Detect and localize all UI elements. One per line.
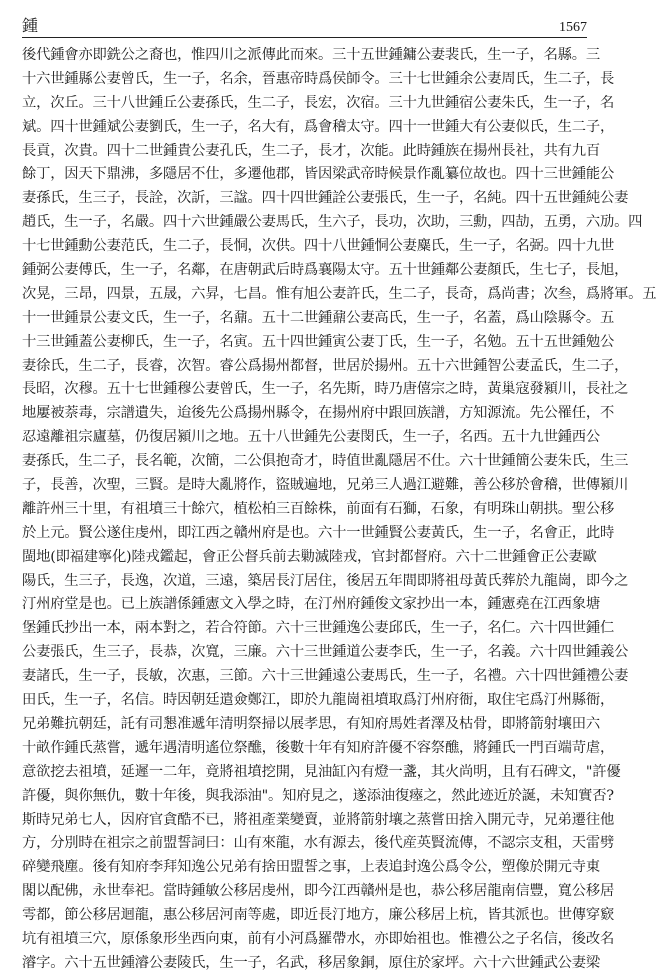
page-number: 1567 bbox=[559, 20, 587, 35]
text-line: 次晃，三昂，四景，五晟，六昇，七昌。惟有旭公妻許氏，生二子，長奇，爲尚書；次叁，爲將軍。五 bbox=[22, 285, 656, 302]
text-line: 斯時兄弟七人，因府官貪酷不已，將祖產業變賣，並將箭射壤之蒸嘗田捨入開元寺，兄弟遷往他 bbox=[22, 811, 615, 828]
text-line: 雩都，節公移居迴龍，惠公移居河南等處，即近長汀地方，廉公移居上杭，皆其派也。世傳穿窽 bbox=[22, 907, 615, 924]
text-line: 堡鍾氏抄出一本，兩本對之，若合符節。六十三世鍾逸公妻邱氏，生一子，名仁。六十四世鍾仁 bbox=[22, 620, 615, 637]
text-line: 濬字。六十五世鍾濬公妻陵氏，生一子，名武，移居象銅，原住於家坪。六十六世鍾武公妻梁 bbox=[22, 954, 600, 971]
text-line: 十三世鍾蓋公妻柳氏，生一子，名寅。五十四世鍾寅公妻丁氏，生一子，名勉。五十五世鍾勉公 bbox=[22, 333, 615, 350]
text-line: 忍遠離祖宗廬墓，仍復居潁川之地。五十八世鍾先公妻閔氏，生一子，名西。五十九世鍾西公 bbox=[22, 429, 600, 446]
body-text bbox=[22, 44, 656, 976]
text-line: 妻徐氏，生二子，長睿，次智。睿公爲揚州都督，世居於揚州。五十六世鍾智公妻孟氏，生二子， bbox=[22, 357, 629, 374]
text-line: 立，次丘。三十八世鍾丘公妻孫氏，生二子，長宏，次宿。三十九世鍾宿公妻朱氏，生一子，名 bbox=[22, 94, 615, 111]
text-line: 公妻張氏，生三子，長恭，次寬，三廉。六十三世鍾道公妻李氏，生一子，名義。六十四世鍾義公 bbox=[22, 644, 629, 661]
text-line: 閣以配佛，永世奉祀。當時鍾敏公移居虔州，即今江西贛州是也，恭公移居龍南信豐，寬公移居 bbox=[22, 883, 615, 900]
text-line: 妻孫氏，生二子，長名範，次簡，二公俱抱奇才，時值世亂隱居不仕。六十世鍾簡公妻朱氏，生三 bbox=[22, 453, 629, 470]
text-line: 地屢被萘毒，宗譜遺失，迨後先公爲揚州縣令，在揚州府中跟回族譜，方知源流。先公罹任，不 bbox=[22, 405, 615, 422]
text-line: 妻諸氏，生一子，長敏，次惠，三節。六十三世鍾遠公妻馬氏，生一子，名禮。六十四世鍾禮公妻 bbox=[22, 668, 629, 685]
text-line: 方，分別時在祖宗之前盟誓詞曰：山有來龍，水有源去，後代産英賢流傳，不認宗支租，天雷劈 bbox=[22, 835, 615, 852]
text-line: 碎變飛塵。後有知府李拜知逸公兄弟有捨田盟誓之事，上表追封逸公爲令公，塑像於開元寺東 bbox=[22, 859, 600, 876]
text-line: 離許州三十里，有祖墳三十餘穴，植松柏三百餘株，前面有石獅，石象，有明珠山朝拱。聖公移 bbox=[22, 500, 615, 517]
text-line: 許優，與你無仇，數十年後，與我添油"。知府見之，遂添油復瘞之，然此迹近於誕，未知實否? bbox=[22, 787, 614, 804]
text-line: 妻孫氏，生三子，長詮，次訢，三諡。四十四世鍾詮公妻張氏，生一子，名純。四十五世鍾純公妻 bbox=[22, 190, 629, 207]
text-line: 長貢，次貴。四十二世鍾貴公妻孔氏，生二子，長才，次能。此時鍾族在揚州長社，共有九百 bbox=[22, 142, 600, 159]
header-rule bbox=[22, 37, 587, 38]
text-line: 十一世鍾景公妻文氏，生一子，名鼐。五十二世鍾鼐公妻高氏，生一子，名蓋，爲山陰縣令。五 bbox=[22, 309, 615, 326]
text-line: 子，長善，次聖，三賢。是時大亂將作，盜賊遍地，兄弟三人過江避難，善公移於會稽，世傳潁川 bbox=[22, 477, 629, 494]
text-line: 十畝作鍾氏蒸嘗，遞年遇清明遙位祭醮，後數十年有知府許優不容祭醮，將鍾氏一門百端苛虐， bbox=[22, 739, 615, 756]
text-line: 十七世鍾勳公妻范氏，生二子，長恫，次供。四十八世鍾恫公妻麋氏，生一子，名弼。四十九世 bbox=[22, 238, 615, 255]
text-line: 十六世鍾縣公妻曾氏，生一子，名余，晉惠帝時爲侯師令。三十七世鍾余公妻周氏，生二子，長 bbox=[22, 70, 615, 87]
text-line: 閩地(即福建寧化)陸戎鑑起，會正公督兵前去勦滅陸戎，官封都督府。六十二世鍾會正公妻歐 bbox=[22, 548, 597, 565]
text-line: 趙氏，生一子，名嚴。四十六世鍾嚴公妻馬氏，生六子，長功，次助，三勳，四劼，五勇，六劢。四 bbox=[22, 214, 643, 231]
text-line: 後代鍾會亦即銑公之裔也，惟四川之派傳此而來。三十五世鍾鏞公妻裴氏，生一子，名縣。三 bbox=[22, 47, 600, 63]
running-header bbox=[22, 10, 587, 36]
text-line: 斌。四十世鍾斌公妻劉氏，生一子，名大有，爲會稽太守。四十一世鍾大有公妻似氏，生二子， bbox=[22, 118, 615, 135]
text-line: 坑有祖墳三穴，原係象形坐西向東，前有小河爲羅帶水，亦即始祖也。惟禮公之子名信，後改名 bbox=[22, 930, 615, 947]
text-line: 汀州府堂是也。已上族譜係鍾憲文入學之時，在汀州府鍾俊文家抄出一本，鍾憲堯在江西象塘 bbox=[22, 596, 600, 613]
text-line: 於上元。賢公遂住虔州，即江西之贛州府是也。六十一世鍾賢公妻黃氏，生一子，名會正，此時 bbox=[22, 524, 615, 541]
text-line: 鍾弼公妻傅氏，生一子，名鄰，在唐朝武后時爲襄陽太守。五十世鍾鄰公妻顏氏，生七子，長旭， bbox=[22, 262, 629, 279]
text-line: 餘丁，因天下鼎沸，多隱居不仕，多遷他郡，皆因梁武帝時候景作亂纂位故也。四十三世鍾能公 bbox=[22, 166, 615, 183]
running-title: 鍾 bbox=[22, 16, 39, 35]
text-line: 陽氏，生三子，長逸，次道，三遠，築居長汀居住，後居五年間即將祖母黃氏葬於九龍崗，即今之 bbox=[22, 572, 629, 589]
text-line: 田氏，生一子，名信。時因朝廷遣僉鄭江，即於九龍崗祖墳取爲汀州府衙，取住宅爲汀州縣衙， bbox=[22, 692, 615, 709]
text-line: 兄弟難抗朝廷，託有司懇准遞年清明祭掃以展孝思，有知府馬姓者澤及枯骨，即將箭射壤田六 bbox=[22, 715, 600, 732]
text-line: 長昭，次穆。五十七世鍾穆公妻曾氏，生一子，名先斯，時乃唐僖宗之時，黃巢寇發潁川，長社之 bbox=[22, 381, 629, 398]
text-line: 意欲挖去祖墳，延遲一二年，竟將祖墳挖開，見油缸內有燈一盞，其火尚明，且有石碑文，"許優 bbox=[22, 763, 621, 780]
